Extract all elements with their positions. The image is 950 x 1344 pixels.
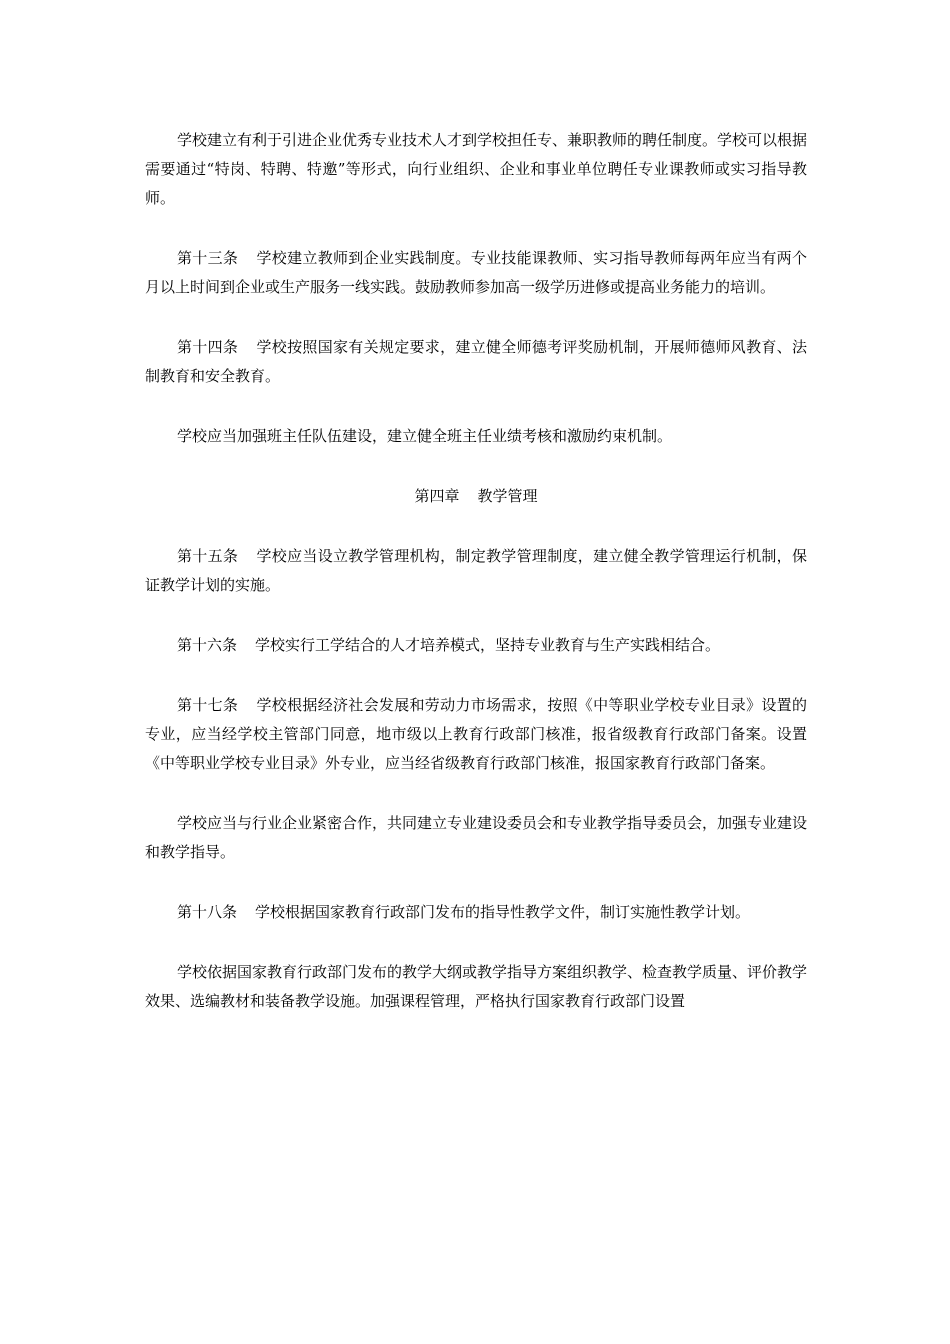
document-page: [145, 126, 807, 1016]
paragraph-text: 学校建立教师到企业实践制度。专业技能课教师、实习指导教师每两年应当有两个月以上时间到企业或生产服务一线实践。鼓励教师参加高一级学历进修或提高业务能力的培训。: [145, 249, 807, 296]
paragraph-1: [145, 126, 807, 213]
paragraph-text: 学校实行工学结合的人才培养模式，坚持专业教育与生产实践相结合。: [255, 636, 721, 654]
article-15: [145, 542, 807, 600]
paragraph-text: 学校建立有利于引进企业优秀专业技术人才到学校担任专、兼职教师的聘任制度。学校可以根据需要通过“特岗、特聘、特邀”等形式，向行业组织、企业和事业单位聘任专业课教师或实习指导教师。: [145, 131, 808, 207]
article-number: 第十四条: [177, 338, 239, 356]
article-14: [145, 333, 807, 391]
article-17: [145, 691, 807, 778]
chapter-title: 教学管理: [477, 487, 538, 505]
paragraph-text: 学校应当加强班主任队伍建设，建立健全班主任业绩考核和激励约束机制。: [177, 427, 673, 445]
paragraph-text: 学校根据经济社会发展和劳动力市场需求，按照《中等职业学校专业目录》设置的专业，应当经学校主管部门同意，地市级以上教育行政部门核准，报省级教育行政部门备案。设置《中等职业学校专业目录》外专业，应当经省级教育行政部门核准，报国家教育行政部门备案。: [145, 696, 807, 772]
article-number: 第十五条: [177, 547, 239, 565]
article-number: 第十七条: [177, 696, 239, 714]
paragraph-4: [145, 422, 807, 451]
paragraph-industry-cooperation: [145, 809, 807, 867]
paragraph-curriculum: [145, 958, 807, 1016]
article-16: [145, 631, 807, 660]
article-number: 第十八条: [177, 903, 238, 921]
paragraph-text: 学校依据国家教育行政部门发布的教学大纲或教学指导方案组织教学、检查教学质量、评价教学效果、选编教材和装备教学设施。加强课程管理，严格执行国家教育行政部门设置: [145, 963, 808, 1010]
article-18: [145, 898, 807, 927]
paragraph-text: 学校根据国家教育行政部门发布的指导性教学文件，制订实施性教学计划。: [255, 903, 751, 921]
article-13: [145, 244, 807, 302]
paragraph-text: 学校按照国家有关规定要求，建立健全师德考评奖励机制，开展师德师风教育、法制教育和安全教育。: [145, 338, 807, 385]
chapter-heading: [145, 482, 807, 511]
chapter-number: 第四章: [414, 487, 460, 505]
paragraph-text: 学校应当与行业企业紧密合作，共同建立专业建设委员会和专业教学指导委员会，加强专业建设和教学指导。: [145, 814, 808, 861]
article-number: 第十六条: [177, 636, 238, 654]
article-number: 第十三条: [177, 249, 239, 267]
paragraph-text: 学校应当设立教学管理机构，制定教学管理制度，建立健全教学管理运行机制，保证教学计划的实施。: [145, 547, 807, 594]
